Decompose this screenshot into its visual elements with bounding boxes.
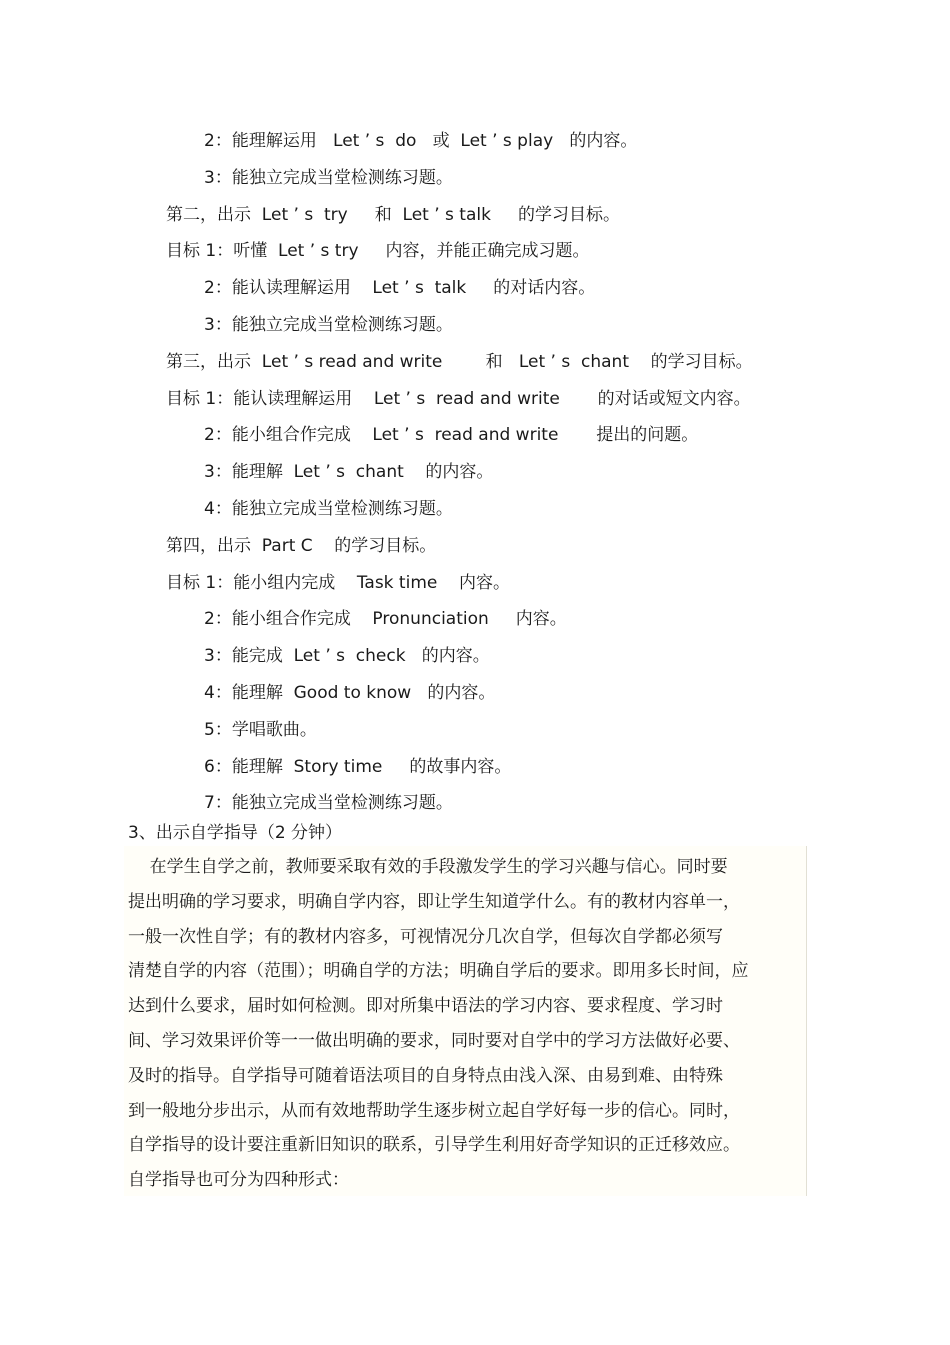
goal-line: 4：能独立完成当堂检测练习题。 (204, 499, 453, 519)
goal-line: 3：能完成 Let ’ s check 的内容。 (204, 646, 490, 667)
paragraph-line: 达到什么要求，届时如何检测。即对所集中语法的学习内容、要求程度、学习时 (128, 996, 723, 1017)
goal-line: 第二，出示 Let ’ s try 和 Let ’ s talk 的学习目标。 (166, 204, 620, 225)
paragraph-line: 提出明确的学习要求，明确自学内容，即让学生知道学什么。有的教材内容单一， (128, 891, 740, 912)
paragraph-line: 到一般地分步出示，从而有效地帮助学生逐步树立起自学好每一步的信心。同时， (128, 1100, 740, 1121)
goal-line: 5：学唱歌曲。 (204, 719, 317, 740)
paragraph-line: 自学指导的设计要注重新旧知识的联系，引导学生利用好奇学知识的正迁移效应。 (128, 1135, 740, 1156)
goal-line: 2：能认读理解运用 Let ’ s talk 的对话内容。 (204, 278, 596, 299)
goal-line: 3：能独立完成当堂检测练习题。 (204, 167, 453, 188)
goal-line: 2：能小组合作完成 Let ’ s read and write 提出的问题。 (204, 425, 699, 446)
section-heading: 3、出示自学指导（2 分钟） (128, 823, 343, 843)
goal-line: 目标 1：能小组内完成 Task time 内容。 (166, 572, 510, 593)
goal-line: 目标 1：能认读理解运用 Let ’ s read and write 的对话或短文内容。 (166, 388, 751, 409)
paragraph-line: 及时的指导。自学指导可随着语法项目的自身特点由浅入深、由易到难、由特殊 (128, 1065, 723, 1086)
paragraph-line: 间、学习效果评价等一一做出明确的要求，同时要对自学中的学习方法做好必要、 (128, 1031, 740, 1051)
goal-line: 2：能小组合作完成 Pronunciation 内容。 (204, 609, 567, 630)
paragraph-line: 一般一次性自学；有的教材内容多，可视情况分几次自学，但每次自学都必须写 (128, 926, 723, 947)
goal-line: 7：能独立完成当堂检测练习题。 (204, 793, 453, 814)
paragraph-line: 清楚自学的内容（范围）；明确自学的方法；明确自学后的要求。即用多长时间，应 (128, 961, 749, 982)
goal-line: 目标 1：听懂 Let ’ s try 内容，并能正确完成习题。 (166, 241, 590, 262)
goal-line: 第三，出示 Let ’ s read and write 和 Let ’ s chant 的学习目标。 (166, 351, 753, 372)
paragraph-line: 在学生自学之前，教师要采取有效的手段激发学生的学习兴趣与信心。同时要 (128, 857, 728, 877)
goal-line: 2：能理解运用 Let ’ s do 或 Let ’ s play 的内容。 (204, 131, 638, 151)
goal-line: 4：能理解 Good to know 的内容。 (204, 683, 496, 703)
goal-line: 6：能理解 Story time 的故事内容。 (204, 756, 512, 777)
goal-line: 第四，出示 Part C 的学习目标。 (166, 535, 437, 556)
goal-line: 3：能独立完成当堂检测练习题。 (204, 315, 453, 335)
paragraph-line: 自学指导也可分为四种形式： (128, 1170, 349, 1191)
goal-line: 3：能理解 Let ’ s chant 的内容。 (204, 462, 494, 483)
